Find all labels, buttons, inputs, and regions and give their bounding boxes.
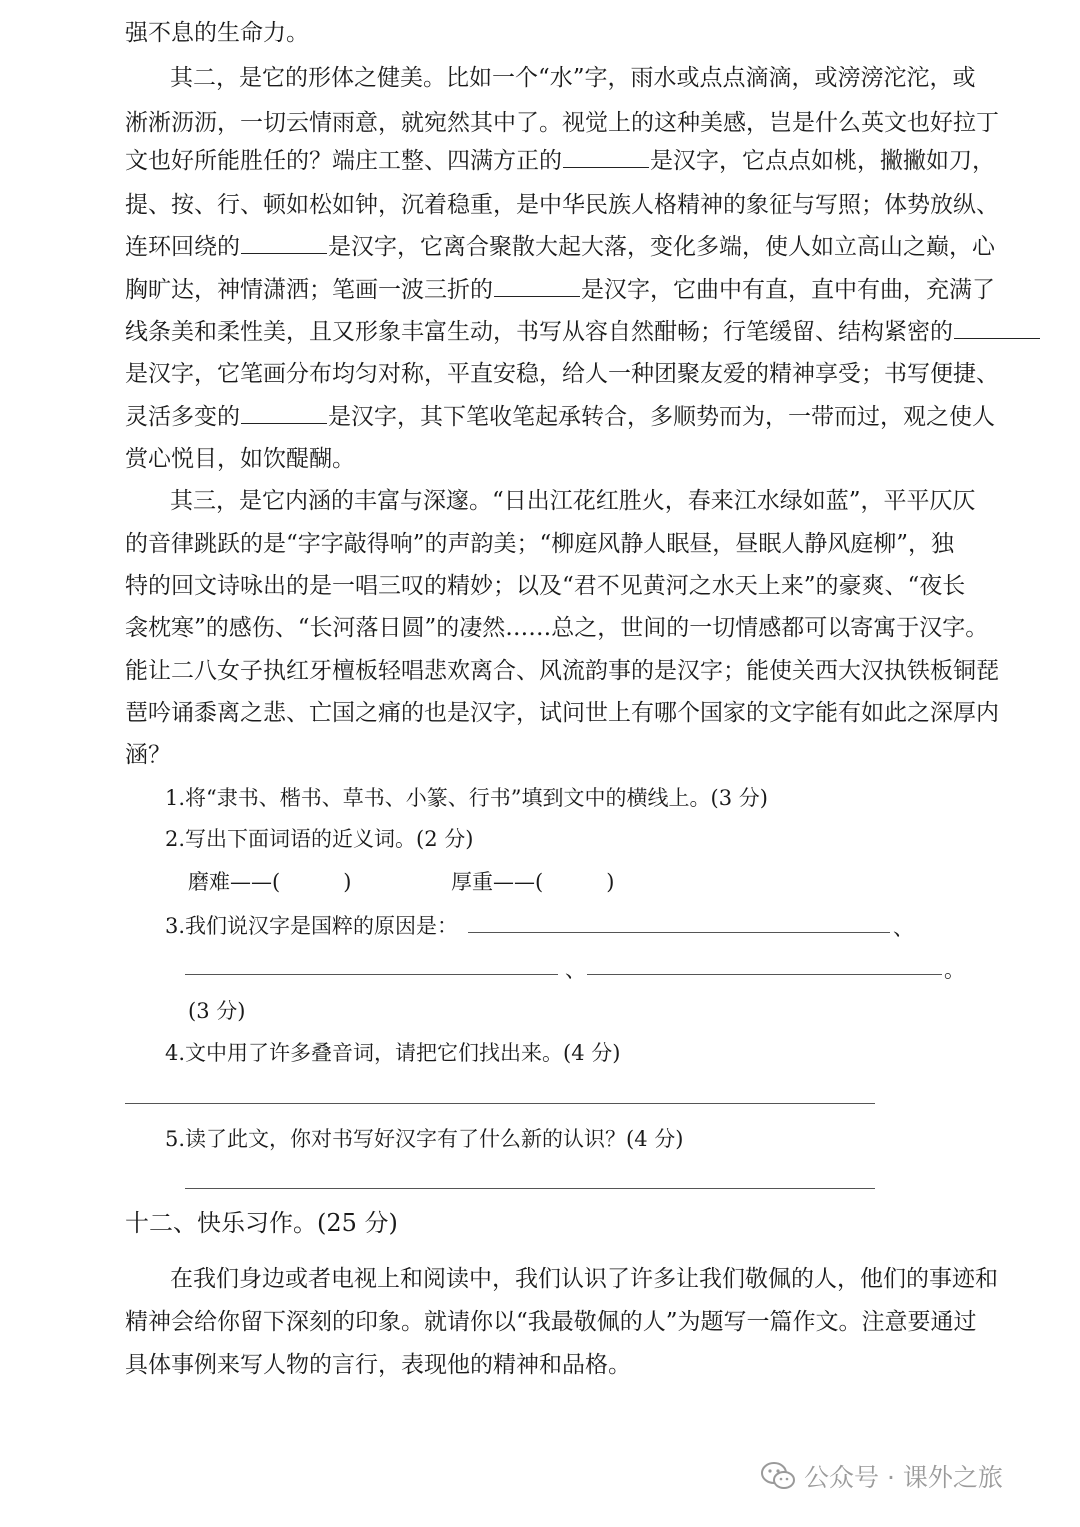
answer-blank[interactable] <box>563 145 649 168</box>
question-1: 1.将“隶书、楷书、草书、小篆、行书”填到文中的横线上。(3 分) <box>165 786 768 810</box>
answer-line[interactable] <box>468 932 890 933</box>
passage-line: 琶吟诵黍离之悲、亡国之痛的也是汉字，试问世上有哪个国家的文字能有如此之深厚内 <box>125 700 999 726</box>
passage-line: 赏心悦目，如饮醍醐。 <box>125 446 355 472</box>
answer-line[interactable] <box>185 974 558 975</box>
answer-line[interactable] <box>125 1103 875 1104</box>
answer-blank[interactable] <box>241 231 327 254</box>
passage-line: 能让二八女子执红牙檀板轻唱悲欢离合、风流韵事的是汉字；能使关西大汉执铁板铜琵 <box>125 658 999 684</box>
separator: 、 <box>893 916 914 940</box>
wechat-icon <box>760 1461 796 1491</box>
question-4: 4.文中用了许多叠音词，请把它们找出来。(4 分) <box>165 1041 621 1065</box>
passage-line: 特的回文诗咏出的是一唱三叹的精妙；以及“君不见黄河之水天上来”的豪爽、“夜长 <box>125 573 966 599</box>
passage-line: 连环回绕的 是汉字，它离合聚散大起大落，变化多端，使人如立高山之巅，心 <box>125 230 960 264</box>
answer-blank[interactable] <box>494 274 580 297</box>
section-heading: 十二、快乐习作。(25 分) <box>125 1209 398 1237</box>
passage-line: 线条美和柔性美，且又形象丰富生动，书写从容自然酣畅；行笔缓留、结构紧密的 <box>125 315 960 349</box>
passage-line: 强不息的生命力。 <box>125 20 309 46</box>
synonym-answer-2[interactable]: 厚重——( ) <box>451 870 615 894</box>
passage-line: 的音律跳跃的是“字字敲得响”的声韵美；“柳庭风静人眠昼，昼眠人静风庭柳”，独 <box>125 531 955 557</box>
prompt-line: 在我们身边或者电视上和阅读中，我们认识了许多让我们敬佩的人，他们的事迹和 <box>170 1266 998 1292</box>
question-3: 3.我们说汉字是国粹的原因是： <box>165 914 459 938</box>
separator: 、 <box>565 958 586 982</box>
answer-blank[interactable] <box>241 401 327 424</box>
answer-line[interactable] <box>587 974 942 975</box>
passage-line: 淅淅沥沥，一切云情雨意，就宛然其中了。视觉上的这种美感，岂是什么英文也好拉丁 <box>125 110 999 136</box>
passage-line: 衾枕寒”的感伤、“长河落日圆”的凄然……总之，世间的一切情感都可以寄寓于汉字。 <box>125 615 989 641</box>
watermark <box>760 1458 1003 1494</box>
passage-line: 提、按、行、顿如松如钟，沉着稳重，是中华民族人格精神的象征与写照；体势放纵、 <box>125 192 999 218</box>
passage-line: 其二，是它的形体之健美。比如一个“水”字，雨水或点点滴滴，或滂滂沱沱，或 <box>170 65 976 91</box>
question-2: 2.写出下面词语的近义词。(2 分) <box>165 827 474 851</box>
question-3-score: (3 分) <box>188 999 246 1023</box>
watermark-text: 公众号 · 课外之旅 <box>804 1463 1003 1492</box>
passage-line: 胸旷达，神情潇洒；笔画一波三折的 是汉字，它曲中有直，直中有曲，充满了 <box>125 273 960 307</box>
answer-line[interactable] <box>185 1188 875 1189</box>
answer-blank[interactable] <box>954 316 1040 339</box>
passage-line: 涵？ <box>125 742 171 768</box>
passage-line: 灵活多变的 是汉字，其下笔收笔起承转合，多顺势而为，一带而过，观之使人 <box>125 400 960 434</box>
question-5: 5.读了此文，你对书写好汉字有了什么新的认识？(4 分) <box>165 1127 684 1151</box>
passage-line: 其三，是它内涵的丰富与深邃。“日出江花红胜火，春来江水绿如蓝”，平平仄仄 <box>170 488 976 514</box>
passage-line: 文也好所能胜任的？端庄工整、四满方正的 是汉字，它点点如桃，撇撇如刀， <box>125 144 960 178</box>
synonym-answer-1[interactable]: 磨难——( ) <box>188 870 352 894</box>
end-mark: 。 <box>944 958 965 982</box>
passage-line: 是汉字，它笔画分布均匀对称，平直安稳，给人一种团聚友爱的精神享受；书写便捷、 <box>125 361 999 387</box>
prompt-line: 精神会给你留下深刻的印象。就请你以“我最敬佩的人”为题写一篇作文。注意要通过 <box>125 1309 977 1335</box>
prompt-line: 具体事例来写人物的言行，表现他的精神和品格。 <box>125 1352 631 1378</box>
